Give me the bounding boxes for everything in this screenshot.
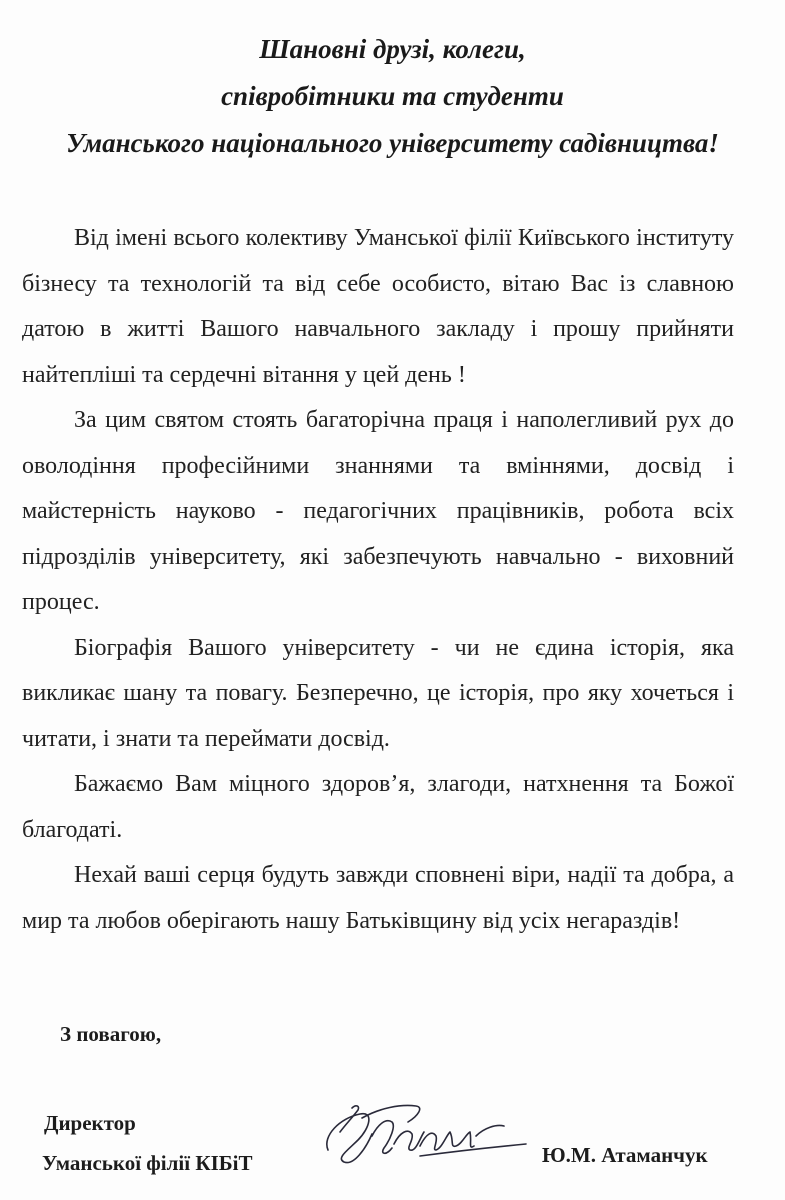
letter-body (22, 216, 734, 944)
signatory-title-line-2: Уманської філії КІБіТ (42, 1151, 253, 1175)
signatory-title (42, 1103, 252, 1183)
signatory-name: Ю.М. Атаманчук (542, 1143, 708, 1167)
closing-phrase: З повагою, (60, 1022, 162, 1046)
heading-line-3: Уманського національного університету садівництва! (66, 128, 719, 158)
paragraph-1: Від імені всього колективу Уманської філії Київського інституту бізнесу та технологій та від себе особисто, вітаю Вас із славною датою в житті Вашого навчального закладу і прошу прийняти найтепліші та сердечні вітання у цей день ! (22, 225, 734, 388)
signatory-title-line-1: Директор (44, 1111, 136, 1135)
paragraph-5: Нехай ваші серця будуть завжди сповнені віри, надії та добра, а мир та любов оберігають нашу Батьківщину від усіх негараздів! (22, 862, 734, 934)
heading-line-1: Шановні друзі, колеги, (259, 34, 526, 64)
letter-heading (0, 26, 785, 167)
heading-line-2: співробітники та студенти (221, 81, 564, 111)
paragraph-2: За цим святом стоять багаторічна праця і наполегливий рух до оволодіння професійними знаннями та вміннями, досвід і майстерність науково - педагогічних працівників, робота всіх підрозділів університету, які забезпечують навчально - виховний процес. (22, 407, 734, 615)
paragraph-4: Бажаємо Вам міцного здоров’я, злагоди, натхнення та Божої благодаті. (22, 771, 734, 843)
handwritten-signature (300, 1088, 540, 1178)
paragraph-3: Біографія Вашого університету - чи не єдина історія, яка викликає шану та повагу. Безперечно, це історія, про яку хочеться і читати, і знати та переймати досвід. (22, 634, 734, 752)
